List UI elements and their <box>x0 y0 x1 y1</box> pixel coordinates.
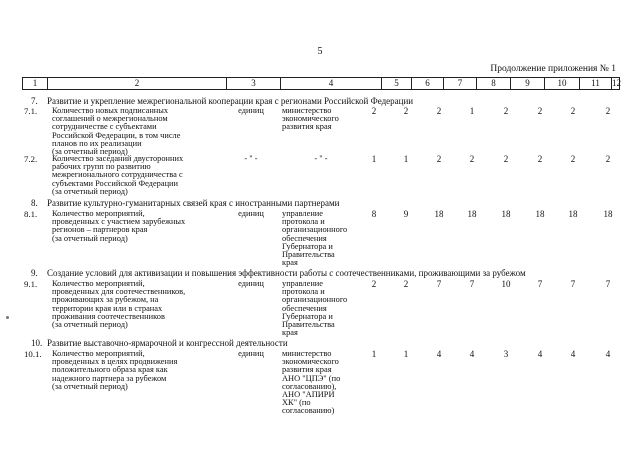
header-col-7: 7 <box>443 78 476 89</box>
indicator-line: проживающих за рубежом, на <box>52 295 159 305</box>
value-cell: 4 <box>436 349 442 359</box>
indicator-line: Количество новых подписанных <box>52 106 169 115</box>
value-cell: 18 <box>603 209 613 219</box>
row-number: 7.1. <box>24 106 38 116</box>
indicator-line: регионов – партнеров края <box>52 225 148 235</box>
responsible-cell <box>282 210 360 267</box>
row-number: 7.2. <box>24 154 38 164</box>
header-col-1: 1 <box>32 78 38 88</box>
unit-cell: - " - <box>244 154 258 163</box>
indicator-line: планов по их реализации <box>52 138 142 148</box>
section-title: Развитие и укрепление межрегиональной кооперации края с регионами Российской Федерации <box>47 96 414 106</box>
responsible-line: экономического <box>282 114 339 124</box>
indicator-line: (за отчетный период) <box>52 381 128 391</box>
header-col-10: 10 <box>544 78 579 89</box>
value-cell: 2 <box>537 106 543 116</box>
value-cell: 2 <box>371 106 377 116</box>
value-cell: 1 <box>469 106 475 116</box>
unit-cell: единиц <box>238 349 264 358</box>
indicator-line: (за отчетный период) <box>52 147 128 157</box>
value-cell: 18 <box>501 209 511 219</box>
responsible-line: министерство <box>282 106 332 115</box>
value-cell: 1 <box>371 349 377 359</box>
value-cell: 7 <box>537 279 543 289</box>
value-cell: 2 <box>605 154 611 164</box>
indicator-line: соглашений о межрегиональном <box>52 114 168 124</box>
value-cell: 4 <box>537 349 543 359</box>
indicator-line: субъектами Российской Федерации <box>52 178 179 188</box>
indicator-line: рабочих групп по развитию <box>52 162 151 172</box>
value-cell: 18 <box>434 209 444 219</box>
value-cell: 7 <box>436 279 442 289</box>
responsible-line: организационного <box>282 225 348 235</box>
header-col-9: 9 <box>510 78 544 89</box>
responsible-line: согласованию), <box>282 381 337 391</box>
responsible-cell <box>282 350 360 416</box>
unit-cell: единиц <box>238 209 264 218</box>
value-cell: 2 <box>436 106 442 116</box>
section-title: Развитие выставочно-ярмарочной и конгрессной деятельности <box>47 338 288 348</box>
indicator-line: Количество мероприятий, <box>52 209 145 218</box>
header-col-2: 2 <box>47 78 226 89</box>
value-cell: 7 <box>605 279 611 289</box>
header-col-8: 8 <box>476 78 510 89</box>
value-cell: 4 <box>469 349 475 359</box>
value-cell: 2 <box>436 154 442 164</box>
responsible-line: края <box>282 328 298 338</box>
indicator-line: Количество заседаний двусторонних <box>52 154 184 163</box>
value-cell: 8 <box>371 209 377 219</box>
value-cell: 2 <box>403 279 409 289</box>
responsible-cell <box>282 155 360 163</box>
unit-cell: единиц <box>238 106 264 115</box>
indicator-line: сотрудничестве с субъектами <box>52 122 157 132</box>
indicator-text <box>52 107 228 156</box>
section-title: Создание условий для активизации и повышения эффективности работы с соотечественниками, проживающими за рубежом <box>47 268 526 278</box>
responsible-line: протокола и <box>282 217 325 227</box>
responsible-line: обеспечения <box>282 303 327 313</box>
header-col-4: 4 <box>280 78 381 89</box>
responsible-line: организационного <box>282 295 348 305</box>
value-cell: 2 <box>570 154 576 164</box>
indicator-line: надежного партнера за рубежом <box>52 373 167 383</box>
indicator-line: Количество мероприятий, <box>52 349 145 358</box>
value-cell: 4 <box>570 349 576 359</box>
section-title: Развитие культурно-гуманитарных связей края с иностранными партнерами <box>47 198 340 208</box>
value-cell: 18 <box>568 209 578 219</box>
responsible-line: управление <box>282 209 323 218</box>
indicator-text <box>52 350 228 391</box>
responsible-line: протокола и <box>282 287 325 297</box>
indicator-line: проживания соотечественников <box>52 311 165 321</box>
header-col-11: 11 <box>579 78 611 89</box>
continuation-label: Продолжение приложения № 1 <box>490 64 616 74</box>
responsible-line: Губернатора и <box>282 311 333 321</box>
value-cell: 2 <box>570 106 576 116</box>
section-number: 10. <box>31 338 43 348</box>
responsible-line: Правительства <box>282 250 335 260</box>
indicator-text <box>52 210 228 243</box>
indicator-line: проведенных с участием зарубежных <box>52 217 186 227</box>
responsible-line: Губернатора и <box>282 241 333 251</box>
responsible-line: обеспечения <box>282 233 327 243</box>
responsible-cell <box>282 107 360 132</box>
value-cell: 2 <box>469 154 475 164</box>
responsible-line: министерство <box>282 349 332 358</box>
indicator-line: (за отчетный период) <box>52 320 128 330</box>
indicator-line: проведенных для соотечественников, <box>52 287 186 297</box>
indicator-line: (за отчетный период) <box>52 233 128 243</box>
indicator-text <box>52 155 228 196</box>
header-col-5: 5 <box>381 78 411 89</box>
responsible-line: развития края <box>282 365 332 375</box>
row-number: 9.1. <box>24 279 38 289</box>
responsible-line: АНО "ЦПЭ" (по <box>282 373 341 383</box>
row-number: 8.1. <box>24 209 38 219</box>
indicator-line: (за отчетный период) <box>52 186 128 196</box>
section-number: 8. <box>31 198 38 208</box>
section-number: 9. <box>31 268 38 278</box>
value-cell: 2 <box>403 106 409 116</box>
table-header-row <box>22 77 620 90</box>
value-cell: 4 <box>605 349 611 359</box>
section-number: 7. <box>31 96 38 106</box>
scan-speck <box>6 316 9 319</box>
value-cell: 2 <box>371 279 377 289</box>
value-cell: 7 <box>469 279 475 289</box>
responsible-line: АНО "АПИРИ <box>282 390 335 400</box>
header-col-12: 12 <box>612 78 621 88</box>
responsible-line: согласованию) <box>282 406 335 416</box>
responsible-cell <box>282 280 360 337</box>
indicator-line: положительного образа края как <box>52 365 168 375</box>
value-cell: 1 <box>403 154 409 164</box>
indicator-line: Российской Федерации, в том числе <box>52 130 181 140</box>
responsible-line: развития края <box>282 122 332 132</box>
unit-cell: единиц <box>238 279 264 288</box>
value-cell: 2 <box>605 106 611 116</box>
indicator-text <box>52 280 228 329</box>
indicator-line: территории края или в странах <box>52 303 163 313</box>
header-col-3: 3 <box>226 78 280 89</box>
indicator-line: межрегионального сотрудничества с <box>52 170 183 180</box>
page-number: 5 <box>317 46 323 57</box>
indicator-line: проведенных в целях продвижения <box>52 357 178 367</box>
header-col-6: 6 <box>411 78 443 89</box>
indicator-line: Количество мероприятий, <box>52 279 145 288</box>
value-cell: 9 <box>403 209 409 219</box>
value-cell: 10 <box>501 279 511 289</box>
responsible-line: экономического <box>282 357 339 367</box>
responsible-line: края <box>282 258 298 268</box>
value-cell: 1 <box>371 154 377 164</box>
responsible-line: Правительства <box>282 320 335 330</box>
value-cell: 18 <box>467 209 477 219</box>
row-number: 10.1. <box>24 349 42 359</box>
value-cell: 3 <box>503 349 509 359</box>
value-cell: 1 <box>403 349 409 359</box>
value-cell: 2 <box>503 106 509 116</box>
value-cell: 7 <box>570 279 576 289</box>
responsible-line: - " - <box>314 154 328 163</box>
responsible-line: ХК" (по <box>282 398 311 408</box>
value-cell: 2 <box>503 154 509 164</box>
responsible-line: управление <box>282 279 323 288</box>
value-cell: 18 <box>535 209 545 219</box>
value-cell: 2 <box>537 154 543 164</box>
